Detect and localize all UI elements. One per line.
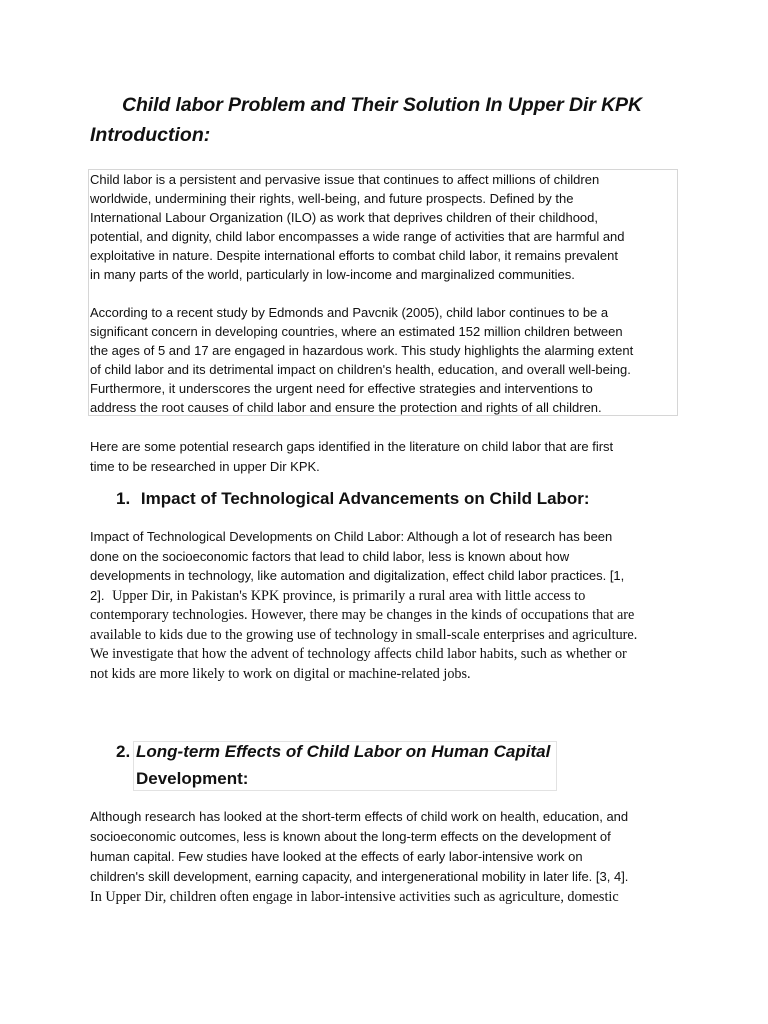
text-line: Child labor is a persistent and pervasive issue that continues to affect millions of children — [90, 172, 600, 187]
text-line: Although research has looked at the short-term effects of child work on health, education, and — [90, 809, 629, 824]
text-line: in many parts of the world, particularly in low-income and marginalized communities. — [90, 267, 575, 282]
text-line: the ages of 5 and 17 are engaged in hazardous work. This study highlights the alarming extent — [90, 343, 634, 358]
section-2-number: 2. — [116, 742, 131, 761]
text-line: According to a recent study by Edmonds and Pavcnik (2005), child labor continues to be a — [90, 305, 609, 320]
text-line: developments in technology, like automation and digitalization, effect child labor practices. [1, — [90, 568, 625, 583]
text-line: done on the socioeconomic factors that lead to child labor, less is known about how — [90, 548, 570, 564]
intro-paragraph-2 — [90, 303, 690, 417]
section-1-number: 1. — [116, 489, 131, 508]
text-line: potential, and dignity, child labor encompasses a wide range of activities that are harmful and — [90, 229, 625, 244]
serif-fragment: Upper Dir, in Pakistan's KPK province, is primarily a rural area with little access to — [112, 587, 586, 604]
text-line: Furthermore, it underscores the urgent need for effective strategies and interventions to — [90, 381, 593, 396]
text-line: available to kids due to the growing use of technology in small-scale enterprises and agriculture. — [90, 626, 638, 643]
citation-fragment: 2]. — [90, 587, 105, 603]
text-line: children's skill development, earning capacity, and intergenerational mobility in later life. [3, 4]. — [90, 869, 629, 884]
text-line: In Upper Dir, children often engage in labor-intensive activities such as agriculture, domestic — [90, 889, 619, 905]
text-line: not kids are more likely to work on digital or machine-related jobs. — [90, 665, 471, 682]
text-line: Here are some potential research gaps identified in the literature on child labor that are first — [90, 439, 614, 454]
research-gaps-intro — [90, 437, 690, 477]
section-2-heading-line-1: Long-term Effects of Child Labor on Human Capital — [136, 742, 551, 761]
introduction-heading: Introduction: — [90, 124, 211, 146]
text-line: Impact of Technological Developments on Child Labor: Although a lot of research has been — [90, 529, 613, 544]
section-2-heading-line-2: Development: — [136, 769, 249, 788]
text-line: address the root causes of child labor and ensure the protection and rights of all children. — [90, 400, 602, 415]
text-line: contemporary technologies. However, there may be changes in the kinds of occupations that are — [90, 607, 635, 623]
text-line: exploitative in nature. Despite international efforts to combat child labor, it remains prevalent — [90, 248, 618, 263]
text-line: time to be researched in upper Dir KPK. — [90, 459, 320, 474]
text-line: significant concern in developing countries, where an estimated 152 million children between — [90, 324, 623, 339]
text-line: worldwide, undermining their rights, well-being, and future prospects. Defined by the — [90, 191, 574, 206]
text-line: of child labor and its detrimental impact on children's health, education, and overall well-being. — [90, 362, 631, 377]
section-1-body — [90, 527, 690, 684]
text-line: International Labour Organization (ILO) as work that deprives children of their childhood, — [90, 210, 599, 225]
document-title: Child labor Problem and Their Solution In Upper Dir KPK — [122, 94, 642, 116]
text-line: human capital. Few studies have looked at the effects of early labor-intensive work on — [90, 849, 583, 864]
section-1-title: Impact of Technological Advancements on Child Labor: — [140, 489, 590, 508]
intro-paragraph-1 — [90, 170, 690, 284]
text-line — [90, 586, 690, 607]
section-2-body — [90, 807, 690, 907]
text-line: socioeconomic outcomes, less is known about the long-term effects on the development of — [90, 829, 611, 844]
text-line: We investigate that how the advent of technology affects child labor habits, such as whether or — [90, 646, 627, 662]
section-1-heading — [116, 489, 590, 509]
